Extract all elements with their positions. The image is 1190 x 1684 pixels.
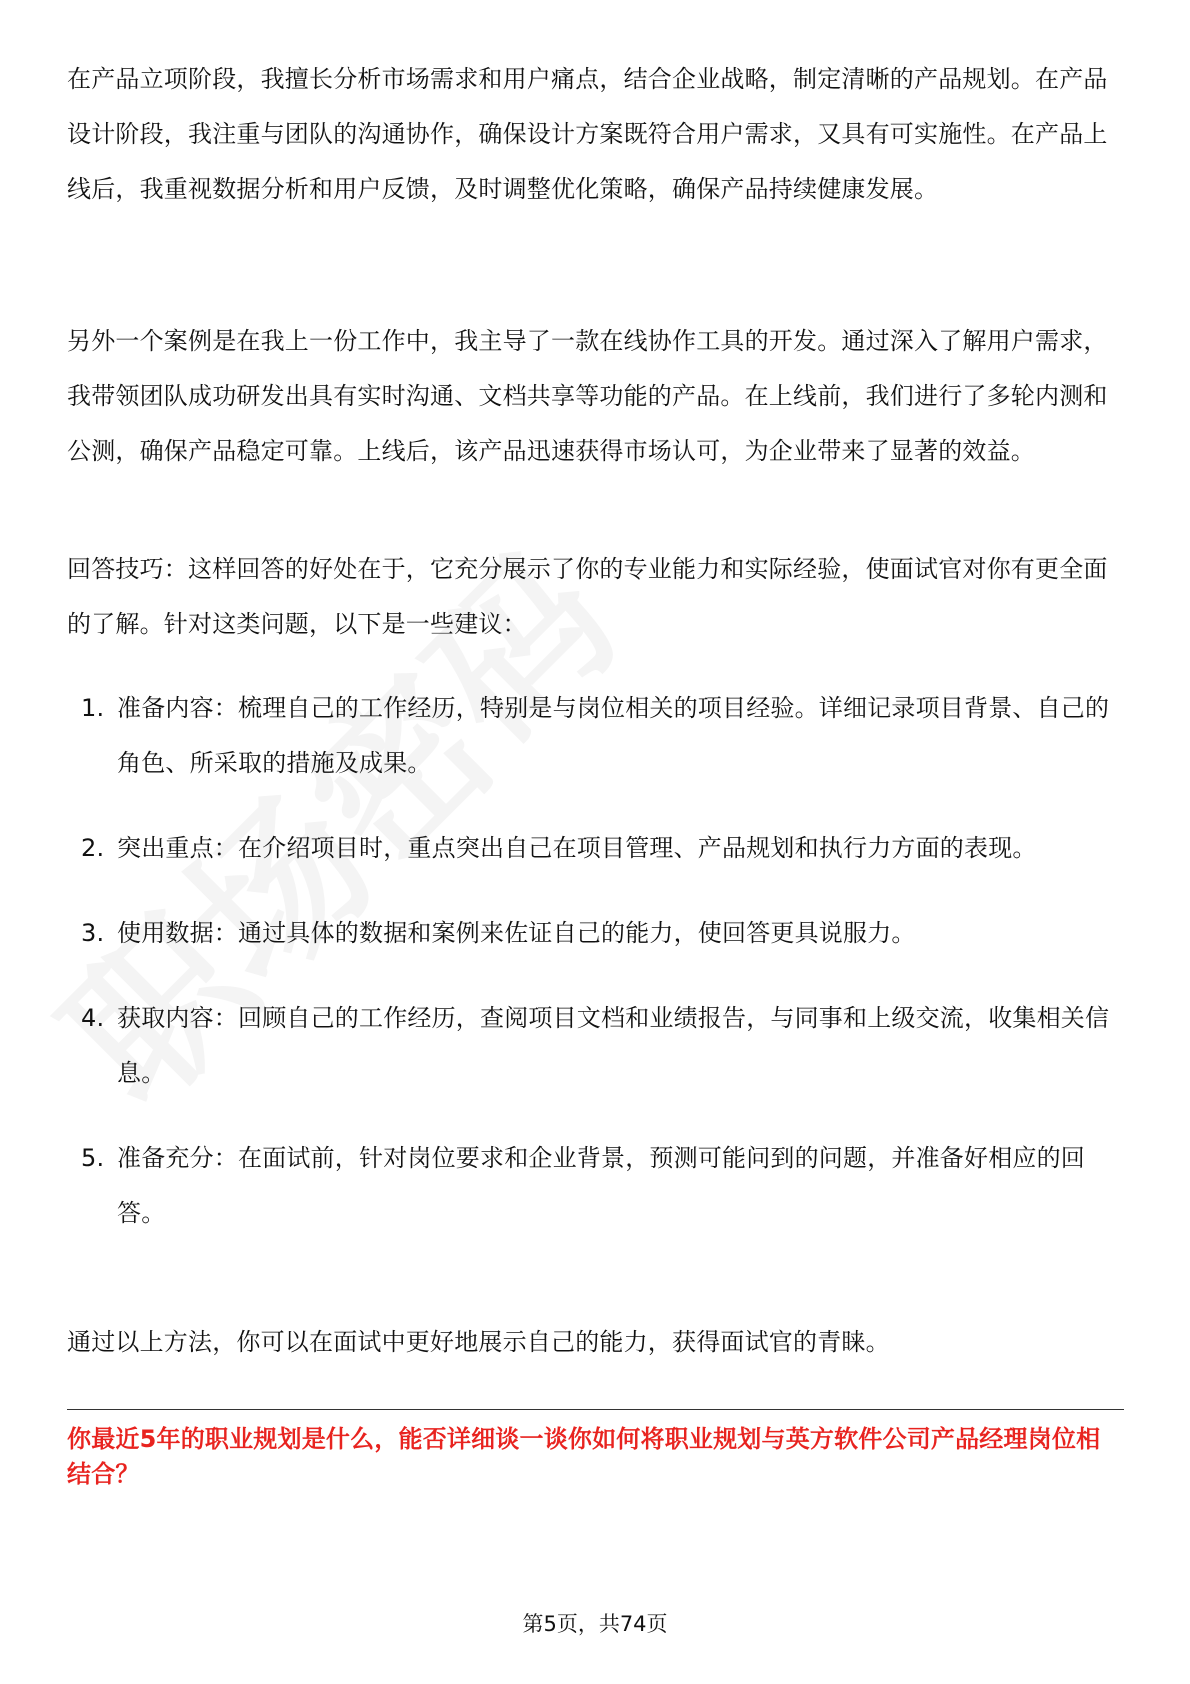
list-item <box>67 991 1124 1101</box>
paragraph-closing: 通过以上方法，你可以在面试中更好地展示自己的能力，获得面试官的青睐。 <box>67 1328 890 1356</box>
suggestion-list <box>67 681 1124 1271</box>
list-number: 1. <box>81 694 105 722</box>
list-number: 4. <box>81 1004 105 1032</box>
document-page <box>67 0 1124 1684</box>
list-text: 准备内容：梳理自己的工作经历，特别是与岗位相关的项目经验。详细记录项目背景、自己的角色、所采取的措施及成果。 <box>117 694 1110 777</box>
list-number: 3. <box>81 919 105 947</box>
interview-question: 你最近5年的职业规划是什么，能否详细谈一谈你如何将职业规划与英方软件公司产品经理岗位相结合？ <box>67 1425 1101 1488</box>
list-text: 突出重点：在介绍项目时，重点突出自己在项目管理、产品规划和执行力方面的表现。 <box>117 834 1037 862</box>
section-divider <box>67 1409 1124 1410</box>
list-item <box>67 906 1124 961</box>
list-text: 获取内容：回顾自己的工作经历，查阅项目文档和业绩报告，与同事和上级交流，收集相关信息。 <box>117 1004 1110 1087</box>
page-number-footer: 第5页，共74页 <box>522 1612 668 1636</box>
paragraph-answer-tips: 回答技巧：这样回答的好处在于，它充分展示了你的专业能力和实际经验，使面试官对你有更全面的了解。针对这类问题，以下是一些建议： <box>67 555 1108 638</box>
list-number: 5. <box>81 1144 105 1172</box>
list-item <box>67 681 1124 791</box>
list-number: 2. <box>81 834 105 862</box>
paragraph-product-stages: 在产品立项阶段，我擅长分析市场需求和用户痛点，结合企业战略，制定清晰的产品规划。在产品设计阶段，我注重与团队的沟通协作，确保设计方案既符合用户需求，又具有可实施性。在产品上线后，我重视数据分析和用户反馈，及时调整优化策略，确保产品持续健康发展。 <box>67 65 1108 203</box>
list-text: 使用数据：通过具体的数据和案例来佐证自己的能力，使回答更具说服力。 <box>117 919 916 947</box>
paragraph-case-study: 另外一个案例是在我上一份工作中，我主导了一款在线协作工具的开发。通过深入了解用户需求，我带领团队成功研发出具有实时沟通、文档共享等功能的产品。在上线前，我们进行了多轮内测和公测，确保产品稳定可靠。上线后，该产品迅速获得市场认可，为企业带来了显著的效益。 <box>67 327 1108 465</box>
list-item <box>67 1131 1124 1241</box>
list-item <box>67 821 1124 876</box>
list-text: 准备充分：在面试前，针对岗位要求和企业背景，预测可能问到的问题，并准备好相应的回答。 <box>117 1144 1085 1227</box>
